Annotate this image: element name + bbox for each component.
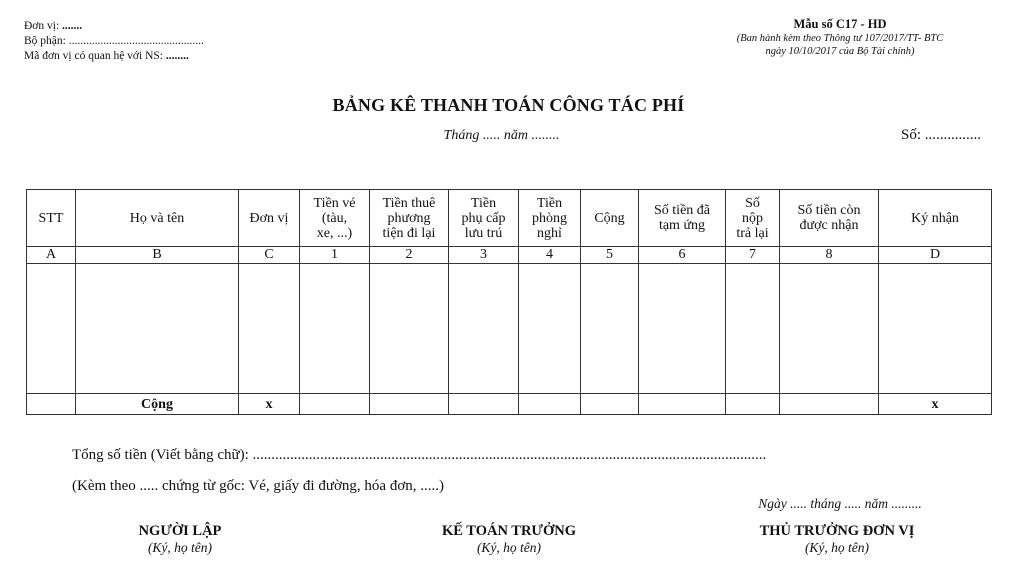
signature-preparer (50, 523, 310, 556)
remaining-cell[interactable] (780, 264, 879, 394)
signature-hint: (Ký, họ tên) (476, 540, 542, 555)
unit-line (24, 19, 204, 34)
period-text: Tháng ..... năm ........ (443, 128, 560, 143)
ticket-cell[interactable] (300, 264, 370, 394)
document-number[interactable]: Số: ............... (901, 127, 982, 143)
signature-hint: (Ký, họ tên) (804, 540, 870, 555)
advance-cell[interactable] (639, 264, 726, 394)
total-in-words-line[interactable]: Tổng số tiền (Viết bằng chữ): ......................................................................................................................................... (72, 447, 767, 463)
code-cell: C (239, 247, 300, 264)
header-room: Tiền phòng nghỉ (519, 190, 581, 247)
signature-hint: (Ký, họ tên) (147, 540, 213, 555)
header-advance: Số tiền đã tạm ứng (639, 190, 726, 247)
header-unit: Đơn vị (239, 190, 300, 247)
total-row (27, 394, 992, 415)
total-stt-cell (27, 394, 76, 415)
attachments-line[interactable]: (Kèm theo ..... chứng từ gốc: Vé, giấy đi đường, hóa đơn, .....) (72, 478, 444, 494)
sign-date-line[interactable]: Ngày ..... tháng ..... năm ......... (758, 496, 922, 511)
signature-role: KẾ TOÁN TRƯỞNG (441, 523, 577, 539)
department-line[interactable]: Bộ phận: ............................................... (24, 35, 204, 47)
total-transport-cell[interactable] (370, 394, 449, 415)
signature-head-of-unit (707, 523, 967, 556)
code-cell: D (879, 247, 992, 264)
total-sum-cell[interactable] (581, 394, 639, 415)
period-line[interactable] (0, 128, 1017, 144)
unit-info-block (24, 19, 204, 64)
code-cell: 4 (519, 247, 581, 264)
budget-code-label: Mã đơn vị có quan hệ với NS: (24, 50, 166, 62)
signature-chief-accountant (379, 523, 639, 556)
total-room-cell[interactable] (519, 394, 581, 415)
code-cell: 1 (300, 247, 370, 264)
form-code: Mẫu số C17 - HD (793, 17, 887, 31)
column-code-row (27, 247, 992, 264)
unit-label: Đơn vị: (24, 20, 63, 32)
signature-role: NGƯỜI LẬP (138, 523, 222, 539)
header-stt: STT (27, 190, 76, 247)
code-cell: 2 (370, 247, 449, 264)
total-allowance-cell[interactable] (449, 394, 519, 415)
code-cell: 7 (726, 247, 780, 264)
total-unit-mark: x (239, 394, 300, 415)
budget-code-line (24, 49, 204, 64)
header-allowance: Tiền phụ cấp lưu trú (449, 190, 519, 247)
legal-basis-line-2: ngày 10/10/2017 của Bộ Tài chính) (765, 46, 915, 57)
stt-cell[interactable] (27, 264, 76, 394)
total-label: Cộng (76, 394, 239, 415)
header-ticket: Tiền vé (tàu, xe, ...) (300, 190, 370, 247)
budget-code-value[interactable]: ........ (165, 50, 189, 62)
header-sum: Cộng (581, 190, 639, 247)
code-cell: A (27, 247, 76, 264)
total-advance-cell[interactable] (639, 394, 726, 415)
table-body-row (27, 264, 992, 394)
unit-cell[interactable] (239, 264, 300, 394)
signature-role: THỦ TRƯỞNG ĐƠN VỊ (759, 523, 915, 539)
table-header-row (27, 190, 992, 247)
total-sign-mark: x (879, 394, 992, 415)
total-remaining-cell[interactable] (780, 394, 879, 415)
code-cell: 6 (639, 247, 726, 264)
total-refund-cell[interactable] (726, 394, 780, 415)
form-code-block (700, 18, 980, 59)
allowance-cell[interactable] (449, 264, 519, 394)
room-cell[interactable] (519, 264, 581, 394)
unit-value[interactable]: ....... (62, 20, 83, 32)
header-refund: Số nộp trả lại (726, 190, 780, 247)
document-title: BẢNG KÊ THANH TOÁN CÔNG TÁC PHÍ (332, 95, 685, 115)
legal-basis-line-1: (Ban hành kèm theo Thông tư 107/2017/TT- BTC (736, 32, 944, 44)
sign-cell[interactable] (879, 264, 992, 394)
total-ticket-cell[interactable] (300, 394, 370, 415)
code-cell: 5 (581, 247, 639, 264)
header-transport: Tiền thuê phương tiện đi lại (370, 190, 449, 247)
travel-expense-table (26, 189, 992, 415)
refund-cell[interactable] (726, 264, 780, 394)
code-cell: 3 (449, 247, 519, 264)
code-cell: 8 (780, 247, 879, 264)
name-cell[interactable] (76, 264, 239, 394)
header-remaining: Số tiền còn được nhận (780, 190, 879, 247)
sum-cell[interactable] (581, 264, 639, 394)
header-name: Họ và tên (76, 190, 239, 247)
header-sign: Ký nhận (879, 190, 992, 247)
transport-cell[interactable] (370, 264, 449, 394)
code-cell: B (76, 247, 239, 264)
